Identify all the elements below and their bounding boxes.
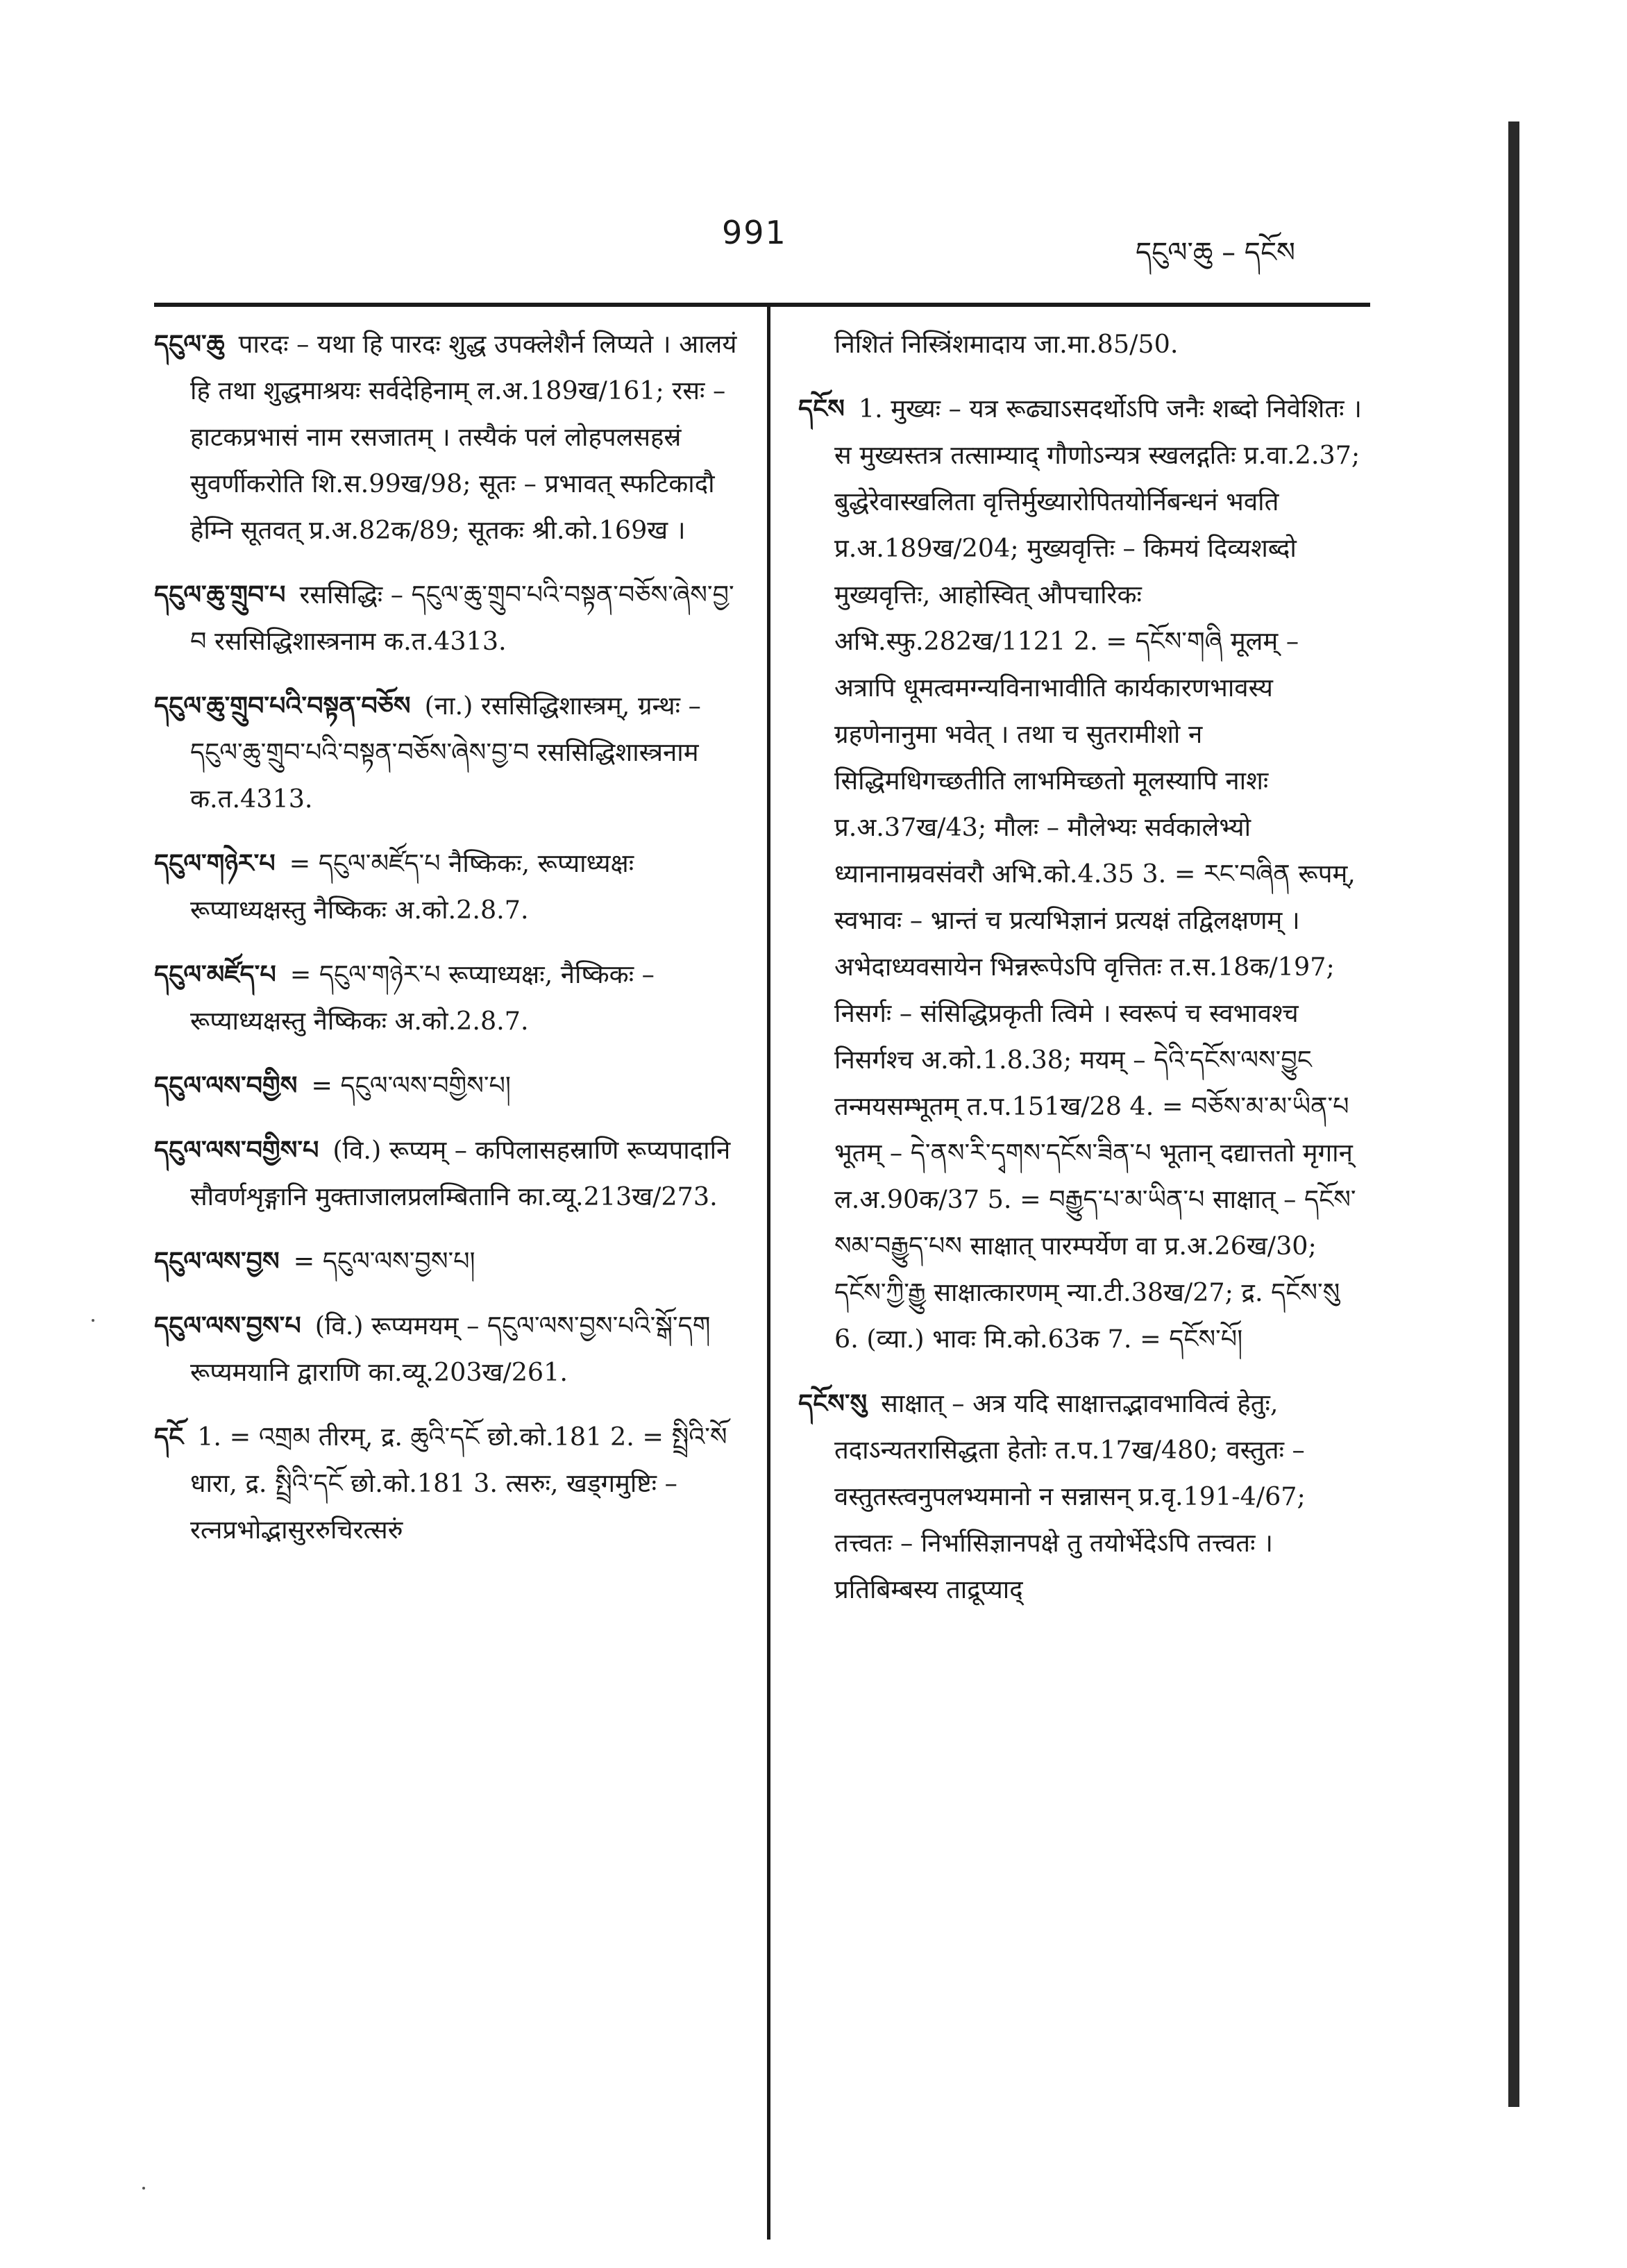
dictionary-entry xyxy=(798,385,1367,1362)
dictionary-entry xyxy=(154,1127,737,1220)
dictionary-entry xyxy=(154,1062,737,1109)
right-column xyxy=(798,321,1367,1631)
entry-headword: དངུལ་ཆུ xyxy=(154,329,225,359)
entry-headword: དངུལ་ལས་བྱས xyxy=(154,1246,280,1276)
header-rule xyxy=(154,303,1370,307)
entry-headword: དངུལ་ལས་བྱས་པ xyxy=(154,1311,301,1341)
entry-text: = དངུལ་ལས་བགྱིས་པ། xyxy=(311,1070,512,1100)
dictionary-entry xyxy=(154,321,737,553)
entry-text: 1. मुख्यः – यत्र रूढ्याऽसदर्थोऽपि जनैः शब्दो निवेशितः । स मुख्यस्तत्र तत्साम्याद् गौणोऽन्यत्र स्खलद्गतिः प्र.वा.2.37; बुद्धेरेवास्खलिता वृत्तिर्मुख्यारोपितयोर्निबन्धनं भवति प्र.अ.189ख/204; मुख्यवृत्तिः – किमयं दिव्यशब्दो मुख्यवृत्तिः, आहोस्वित् औपचारिकः अभि.स्फु.282ख/1121 2. = དངོས་གཞི मूलम् – अत्रापि धूमत्वमग्न्यविनाभावीति कार्यकारणभावस्य ग्रहणेनानुमा भवेत् । तथा च सुतरामीशो न सिद्धिमधिगच्छतीति लाभमिच्छतो मूलस्यापि नाशः प्र.अ.37ख/43; मौलः – मौलेभ्यः सर्वकालेभ्यो ध्यानानाम्रवसंवरौ अभि.को.4.35 3. = རང་བཞིན रूपम्, स्वभावः – भ्रान्तं च प्रत्यभिज्ञानं प्रत्यक्षं तद्विलक्षणम् । अभेदाध्यवसायेन भिन्नरूपेऽपि वृत्तितः त.स.18क/197; निसर्गः – संसिद्धिप्रकृती त्विमे । स्वरूपं च स्वभावश्च निसर्गश्च अ.को.1.8.38; मयम् – དེའི་དངོས་ལས་བྱུང तन्मयसम्भूतम् त.प.151ख/28 4. = བཅོས་མ་མ་ཡིན་པ भूतम् – དེ་ནས་རི་དྭགས་དངོས་ཟིན་པ भूतान् दद्यात्ततो मृगान् ल.अ.90क/37 5. = བརྒྱུད་པ་མ་ཡིན་པ साक्षात् – དངོས་སམ་བརྒྱུད་པས साक्षात् पारम्पर्येण वा प्र.अ.26ख/30; དངོས་ཀྱི་རྒྱུ साक्षात्कारणम् न्या.टी.38ख/27; द्र. དངོས་སུ 6. (व्या.) भावः मि.को.63क 7. = དངོས་པོ། xyxy=(834,394,1362,1354)
running-head: དངུལ་ཆུ – དངོས xyxy=(1136,237,1296,269)
dictionary-entry xyxy=(154,840,737,933)
column-divider xyxy=(767,303,770,2240)
page-number: 991 xyxy=(722,214,787,251)
dictionary-entry xyxy=(798,1380,1367,1613)
entry-headword: དངུལ་མཛོད་པ xyxy=(154,959,276,989)
entry-text: रससिद्धिः – དངུལ་ཆུ་གྲུབ་པའི་བསྟན་བཅོས་ཞེས་བྱ་བ रससिद्धिशास्त्रनाम क.त.4313. xyxy=(190,580,734,656)
entry-headword: དངུལ་གཉེར་པ xyxy=(154,848,276,878)
entry-text: = དངུལ་གཉེར་པ रूप्याध्यक्षः, नैष्किकः – रूप्याध्यक्षस्तु नैष्किकः अ.को.2.8.7. xyxy=(190,959,655,1036)
continued-text: निशितं निस्त्रिंशमादाय जा.मा.85/50. xyxy=(834,329,1179,359)
entry-headword: དངུལ་ལས་བགྱིས་པ xyxy=(154,1135,319,1165)
dictionary-entry xyxy=(154,682,737,822)
entry-text: = དངུལ་ལས་བྱས་པ། xyxy=(293,1246,475,1276)
entry-text: (वि.) रूप्यमयम् – དངུལ་ལས་བྱས་པའི་སྒོ་དག रूप्यमयानि द्वाराणि का.व्यू.203ख/261. xyxy=(190,1311,711,1387)
entry-headword: དངོ xyxy=(154,1422,184,1452)
entry-text: (वि.) रूप्यम् – कपिलासहस्राणि रूप्यपादानि सौवर्णशृङ्गानि मुक्ताजालप्रलम्बितानि का.व्यू.213ख/273. xyxy=(190,1135,731,1211)
scan-speck xyxy=(142,2187,145,2190)
dictionary-entry xyxy=(154,1302,737,1395)
entry-text: = དངུལ་མཛོད་པ नैष्किकः, रूप्याध्यक्षः रूप्याध्यक्षस्तु नैष्किकः अ.को.2.8.7. xyxy=(190,848,634,925)
entry-headword: དངོས་སུ xyxy=(798,1388,868,1418)
entry-headword: དངོས xyxy=(798,394,845,423)
dictionary-entry xyxy=(154,1413,737,1553)
scan-edge-shadow xyxy=(1508,121,1519,2107)
dictionary-entry xyxy=(154,571,737,664)
entry-text: साक्षात् – अत्र यदि साक्षात्तद्भावभावित्वं हेतुः, तदाऽन्यतरासिद्धता हेतोः त.प.17ख/480; वस्तुतः – वस्तुतस्त्वनुपलभ्यमानो न सन्नासन् प्र.वृ.191-4/67; तत्त्वतः – निर्भासिज्ञानपक्षे तु तयोर्भेदेऽपि तत्त्वतः । प्रतिबिम्बस्य ताद्रूप्याद् xyxy=(834,1388,1306,1604)
scan-speck xyxy=(92,1319,94,1322)
entry-headword: དངུལ་ཆུ་གྲུབ་པ xyxy=(154,580,286,610)
entry-text: 1. = འགྲམ तीरम्, द्र. ཆུའི་དངོ छो.को.181 2. = སྤྲིའི་སོ धारा, द्र. སྤྲིའི་དངོ छो.को.181 3. त्सरुः, खड्गमुष्टिः – रत्नप्रभोद्भासुररुचिरत्सरुं xyxy=(190,1422,727,1545)
entry-text: (ना.) रससिद्धिशास्त्रम्, ग्रन्थः – དངུལ་ཆུ་གྲུབ་པའི་བསྟན་བཅོས་ཞེས་བྱ་བ रससिद्धिशास्त्रनाम क.त.4313. xyxy=(190,691,701,814)
dictionary-entry xyxy=(154,1238,737,1284)
entry-text: पारदः – यथा हि पारदः शुद्ध उपक्लेशैर्न लिप्यते । आलयं हि तथा शुद्धमाश्रयः सर्वदेहिनाम् ल.अ.189ख/161; रसः – हाटकप्रभासं नाम रसजातम् । तस्यैकं पलं लोहपलसहस्रं सुवर्णीकरोति शि.स.99ख/98; सूतः – प्रभावत् स्फटिकादौ हेम्नि सूतवत् प्र.अ.82क/89; सूतकः श्री.को.169ख । xyxy=(190,329,737,545)
entry-headword: དངུལ་ཆུ་གྲུབ་པའི་བསྟན་བཅོས xyxy=(154,691,411,721)
entry-headword: དངུལ་ལས་བགྱིས xyxy=(154,1070,298,1100)
left-column xyxy=(154,321,737,1571)
dictionary-entry xyxy=(154,951,737,1044)
